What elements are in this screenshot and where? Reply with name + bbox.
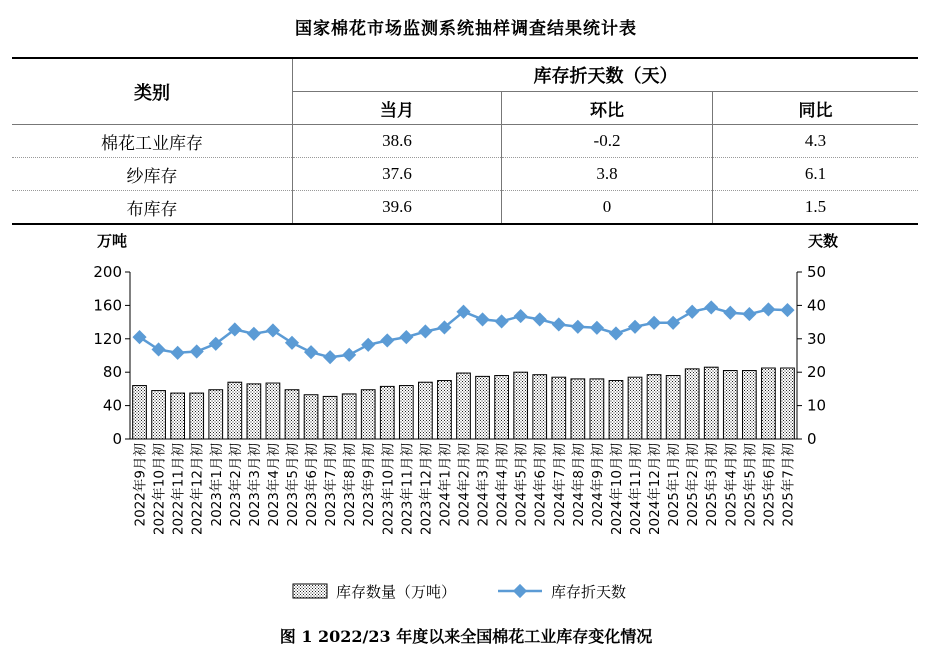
bar-inventory xyxy=(457,373,471,439)
bar-inventory xyxy=(628,377,642,439)
line-marker xyxy=(380,333,394,347)
left-tick-label: 40 xyxy=(102,396,122,415)
x-tick-label: 2024年12月初 xyxy=(647,443,664,536)
bar-inventory xyxy=(781,368,795,439)
figure-caption: 图 1 2022/23 年度以来全国棉花工业库存变化情况 xyxy=(279,627,653,646)
line-marker xyxy=(475,312,489,326)
cell-mom: -0.2 xyxy=(502,125,713,158)
group-header: 库存折天数（天） xyxy=(293,58,919,92)
bar-inventory xyxy=(704,367,718,439)
bar-inventory xyxy=(495,376,509,439)
x-tick-label: 2023年1月初 xyxy=(208,443,225,527)
left-axis-unit: 万吨 xyxy=(97,232,128,250)
left-tick-label: 0 xyxy=(112,430,122,448)
x-tick-label: 2023年11月初 xyxy=(399,443,416,536)
x-tick-label: 2022年9月初 xyxy=(132,443,149,527)
bar-inventory xyxy=(762,368,776,439)
line-marker xyxy=(152,342,166,356)
x-tick-label: 2023年6月初 xyxy=(304,443,321,527)
bar-inventory xyxy=(304,395,318,439)
line-marker xyxy=(685,305,699,319)
line-marker xyxy=(514,309,528,323)
bar-inventory xyxy=(209,390,223,439)
cell-current: 38.6 xyxy=(293,125,502,158)
x-tick-label: 2024年11月初 xyxy=(628,443,645,536)
x-tick-label: 2024年5月初 xyxy=(513,443,530,527)
line-marker xyxy=(552,317,566,331)
line-marker xyxy=(323,350,337,364)
bar-inventory xyxy=(571,379,585,439)
x-tick-label: 2023年12月初 xyxy=(418,443,435,536)
line-marker xyxy=(628,320,642,334)
right-tick-label: 30 xyxy=(807,329,827,348)
column-header-yoy: 同比 xyxy=(713,92,919,125)
line-marker xyxy=(190,344,204,358)
x-tick-label: 2025年5月初 xyxy=(742,443,759,527)
cell-current: 39.6 xyxy=(293,191,502,225)
bar-inventory xyxy=(285,390,299,439)
cell-yoy: 1.5 xyxy=(713,191,919,225)
line-marker xyxy=(571,320,585,334)
bar-inventory xyxy=(380,386,394,439)
line-marker xyxy=(590,321,604,335)
legend-label-line: 库存折天数 xyxy=(551,583,627,601)
bar-inventory xyxy=(514,372,528,439)
right-axis-unit: 天数 xyxy=(808,232,839,250)
line-marker xyxy=(647,316,661,330)
legend xyxy=(293,583,626,601)
line-marker xyxy=(704,300,718,314)
line-marker xyxy=(780,303,794,317)
line-marker xyxy=(609,326,623,340)
x-tick-label: 2022年11月初 xyxy=(170,443,187,536)
x-tick-label: 2023年3月初 xyxy=(246,443,263,527)
x-tick-label: 2025年6月初 xyxy=(761,443,778,527)
bar-inventory xyxy=(152,391,166,439)
bar-inventory xyxy=(228,382,242,439)
x-tick-label: 2024年3月初 xyxy=(475,443,492,527)
cell-mom: 3.8 xyxy=(502,158,713,191)
line-marker xyxy=(761,302,775,316)
x-tick-label: 2023年8月初 xyxy=(342,443,359,527)
x-tick-label: 2025年2月初 xyxy=(685,443,702,527)
line-marker xyxy=(342,348,356,362)
left-tick-label: 80 xyxy=(102,363,122,382)
cell-yoy: 6.1 xyxy=(713,158,919,191)
legend-label-bars: 库存数量（万吨） xyxy=(336,583,457,601)
bar-inventory xyxy=(742,371,756,439)
x-tick-label: 2024年10月初 xyxy=(608,443,625,536)
bar-inventory xyxy=(266,383,280,439)
x-tick-label: 2024年2月初 xyxy=(456,443,473,527)
bar-inventory xyxy=(438,381,452,439)
x-tick-label: 2023年2月初 xyxy=(227,443,244,527)
table-title: 国家棉花市场监测系统抽样调查结果统计表 xyxy=(295,19,637,39)
bar-inventory xyxy=(361,390,375,439)
column-header-current: 当月 xyxy=(293,92,502,125)
category-header: 类别 xyxy=(12,58,293,125)
right-tick-label: 10 xyxy=(807,396,827,415)
line-marker xyxy=(304,345,318,359)
right-tick-label: 50 xyxy=(807,263,827,281)
x-tick-label: 2025年3月初 xyxy=(704,443,721,527)
column-header-mom: 环比 xyxy=(502,92,713,125)
bar-inventory xyxy=(419,382,433,439)
bar-inventory xyxy=(476,376,490,439)
x-tick-label: 2023年7月初 xyxy=(323,443,340,527)
bar-inventory xyxy=(590,379,604,439)
line-marker xyxy=(418,324,432,338)
left-tick-label: 200 xyxy=(93,263,122,281)
x-tick-label: 2024年1月初 xyxy=(437,443,454,527)
bar-inventory xyxy=(685,369,699,439)
line-marker xyxy=(266,323,280,337)
x-tick-label: 2025年1月初 xyxy=(666,443,683,527)
cell-current: 37.6 xyxy=(293,158,502,191)
x-tick-label: 2024年8月初 xyxy=(570,443,587,527)
bar-inventory xyxy=(609,381,623,439)
line-marker xyxy=(495,314,509,328)
x-tick-label: 2024年6月初 xyxy=(532,443,549,527)
bar-inventory xyxy=(323,396,337,439)
x-tick-label: 2025年4月初 xyxy=(723,443,740,527)
bar-inventory xyxy=(133,386,147,439)
line-marker xyxy=(361,338,375,352)
legend-marker xyxy=(513,584,527,598)
x-tick-label: 2023年4月初 xyxy=(265,443,282,527)
bar-inventory xyxy=(723,371,737,439)
right-tick-label: 20 xyxy=(807,363,827,382)
line-marker xyxy=(247,327,261,341)
line-marker xyxy=(132,330,146,344)
right-tick-label: 40 xyxy=(807,296,827,315)
bar-inventory xyxy=(190,393,204,439)
row-label: 纱库存 xyxy=(12,158,293,191)
line-marker xyxy=(171,346,185,360)
left-tick-label: 120 xyxy=(93,329,122,348)
bar-inventory xyxy=(533,375,547,439)
x-tick-label: 2022年10月初 xyxy=(151,443,168,536)
row-label: 棉花工业库存 xyxy=(12,125,293,158)
x-tick-label: 2022年12月初 xyxy=(189,443,206,536)
x-tick-label: 2024年9月初 xyxy=(589,443,606,527)
right-tick-label: 0 xyxy=(807,430,817,448)
x-tick-label: 2024年4月初 xyxy=(494,442,511,527)
row-label: 布库存 xyxy=(12,191,293,225)
bar-inventory xyxy=(342,394,356,439)
bar-inventory xyxy=(399,386,413,439)
line-marker xyxy=(723,306,737,320)
bar-inventory xyxy=(552,377,566,439)
bar-inventory xyxy=(666,376,680,439)
line-marker xyxy=(742,307,756,321)
left-tick-label: 160 xyxy=(93,296,122,315)
line-marker xyxy=(666,316,680,330)
cell-yoy: 4.3 xyxy=(713,125,919,158)
x-tick-label: 2025年7月初 xyxy=(780,443,797,527)
line-marker xyxy=(399,330,413,344)
cell-mom: 0 xyxy=(502,191,713,225)
x-tick-label: 2023年9月初 xyxy=(361,443,378,527)
bar-inventory xyxy=(647,375,661,439)
legend-swatch-bars xyxy=(293,584,327,598)
x-tick-label: 2023年10月初 xyxy=(380,443,397,536)
line-marker xyxy=(285,336,299,350)
bar-inventory xyxy=(171,393,185,439)
x-tick-label: 2024年7月初 xyxy=(551,443,568,527)
x-tick-label: 2023年5月初 xyxy=(284,443,301,527)
bar-inventory xyxy=(247,384,261,439)
line-marker xyxy=(533,312,547,326)
